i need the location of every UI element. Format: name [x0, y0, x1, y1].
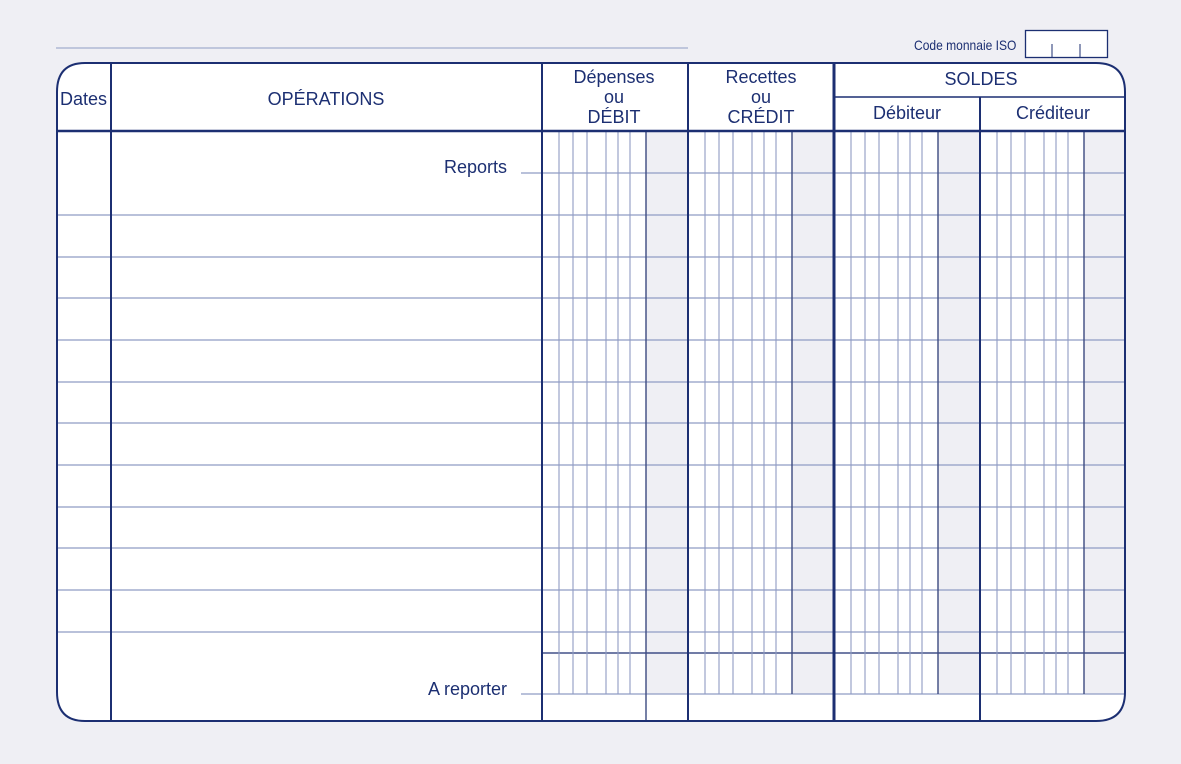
dates-column-entries[interactable] — [58, 132, 110, 720]
iso-code-label: Code monnaie ISO — [914, 37, 1017, 53]
iso-code-input[interactable] — [1026, 31, 1107, 57]
column-header-recettes: Recettes — [725, 67, 797, 87]
column-header-debit: DÉBIT — [587, 107, 641, 127]
column-header-dates: Dates — [60, 89, 108, 109]
column-header-depenses-ou: ou — [603, 87, 625, 107]
recettes-credit-entries[interactable] — [689, 132, 833, 720]
a-reporter-label: A reporter — [427, 679, 507, 699]
reports-label: Reports — [443, 157, 507, 177]
column-header-debiteur: Débiteur — [872, 103, 942, 123]
column-header-soldes: SOLDES — [944, 69, 1018, 89]
soldes-debiteur-entries[interactable] — [836, 132, 979, 720]
column-header-operations: OPÉRATIONS — [267, 89, 385, 109]
soldes-crediteur-entries[interactable] — [981, 132, 1124, 720]
column-header-depenses: Dépenses — [573, 67, 655, 87]
column-header-recettes-ou: ou — [750, 87, 772, 107]
operations-column-entries[interactable] — [112, 174, 541, 632]
depenses-debit-entries[interactable] — [543, 132, 687, 720]
column-header-credit: CRÉDIT — [727, 107, 795, 127]
column-header-crediteur: Créditeur — [1015, 103, 1091, 123]
